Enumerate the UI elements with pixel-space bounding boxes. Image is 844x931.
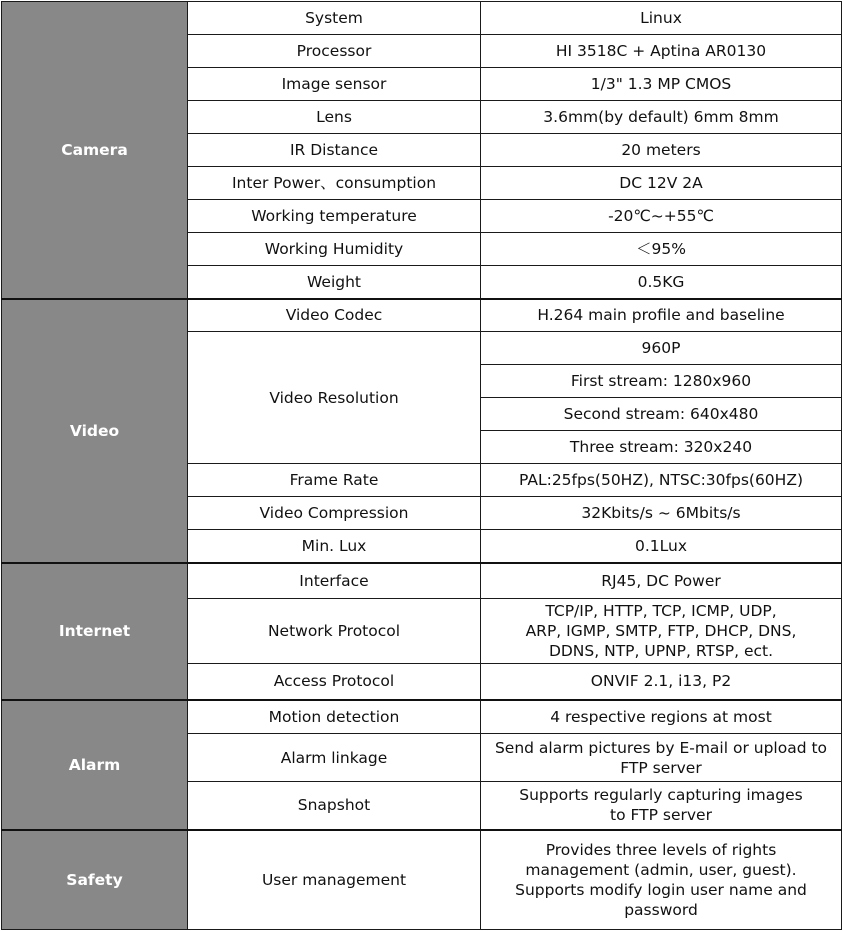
- spec-label: Min. Lux: [188, 530, 481, 563]
- spec-label: Weight: [188, 266, 481, 299]
- spec-label: System: [188, 2, 481, 35]
- spec-value-line: TCP/IP, HTTP, TCP, ICMP, UDP,: [545, 602, 777, 620]
- spec-value-line: management (admin, user, guest).: [525, 860, 797, 879]
- spec-value: Three stream: 320x240: [481, 431, 842, 464]
- spec-label: Video Resolution: [188, 332, 481, 464]
- spec-value: HI 3518C + Aptina AR0130: [481, 35, 842, 68]
- spec-value-multiline: [481, 782, 842, 830]
- spec-label: Network Protocol: [188, 599, 481, 664]
- category-camera: Camera: [2, 2, 188, 299]
- spec-value: 20 meters: [481, 134, 842, 167]
- spec-label: IR Distance: [188, 134, 481, 167]
- spec-value-line: to FTP server: [610, 806, 712, 825]
- spec-value-line: Supports modify login user name and: [515, 880, 807, 899]
- spec-value-multiline: [481, 734, 842, 782]
- category-video: Video: [2, 299, 188, 563]
- spec-value: DC 12V 2A: [481, 167, 842, 200]
- spec-value: 0.5KG: [481, 266, 842, 299]
- spec-value-line: FTP server: [620, 758, 702, 777]
- spec-value: -20℃~+55℃: [481, 200, 842, 233]
- spec-value-multiline: [481, 830, 842, 930]
- spec-label: Motion detection: [188, 700, 481, 734]
- spec-value: PAL:25fps(50HZ), NTSC:30fps(60HZ): [481, 464, 842, 497]
- spec-value: 4 respective regions at most: [481, 700, 842, 734]
- spec-label: Frame Rate: [188, 464, 481, 497]
- spec-label: Working Humidity: [188, 233, 481, 266]
- spec-value: ONVIF 2.1, i13, P2: [481, 664, 842, 700]
- spec-label: Image sensor: [188, 68, 481, 101]
- spec-value: First stream: 1280x960: [481, 365, 842, 398]
- spec-label: Interface: [188, 563, 481, 599]
- spec-value: 1/3" 1.3 MP CMOS: [481, 68, 842, 101]
- spec-value-line: Provides three levels of rights: [545, 840, 777, 859]
- spec-value-line: password: [624, 900, 698, 919]
- spec-value: Second stream: 640x480: [481, 398, 842, 431]
- spec-value-line: Send alarm pictures by E-mail or upload to: [494, 738, 828, 757]
- spec-table: [1, 1, 842, 930]
- spec-value-multiline: [481, 599, 842, 664]
- spec-value: 3.6mm(by default) 6mm 8mm: [481, 101, 842, 134]
- spec-value-line: Supports regularly capturing images: [519, 786, 803, 805]
- spec-label: Inter Power、consumption: [188, 167, 481, 200]
- spec-value-line: DDNS, NTP, UPNP, RTSP, ect.: [548, 642, 774, 660]
- spec-label: Processor: [188, 35, 481, 68]
- spec-value: ＜95%: [481, 233, 842, 266]
- spec-value: 32Kbits/s ~ 6Mbits/s: [481, 497, 842, 530]
- spec-label: Access Protocol: [188, 664, 481, 700]
- category-safety: Safety: [2, 830, 188, 930]
- spec-label: Video Compression: [188, 497, 481, 530]
- spec-value: H.264 main profile and baseline: [481, 299, 842, 332]
- spec-value: Linux: [481, 2, 842, 35]
- spec-label: Lens: [188, 101, 481, 134]
- spec-value: 0.1Lux: [481, 530, 842, 563]
- spec-label: User management: [188, 830, 481, 930]
- spec-value-line: ARP, IGMP, SMTP, FTP, DHCP, DNS,: [525, 622, 797, 640]
- spec-value: 960P: [481, 332, 842, 365]
- spec-label: Working temperature: [188, 200, 481, 233]
- spec-value: RJ45, DC Power: [481, 563, 842, 599]
- spec-label: Video Codec: [188, 299, 481, 332]
- spec-label: Alarm linkage: [188, 734, 481, 782]
- spec-label: Snapshot: [188, 782, 481, 830]
- category-internet: Internet: [2, 563, 188, 700]
- category-alarm: Alarm: [2, 700, 188, 830]
